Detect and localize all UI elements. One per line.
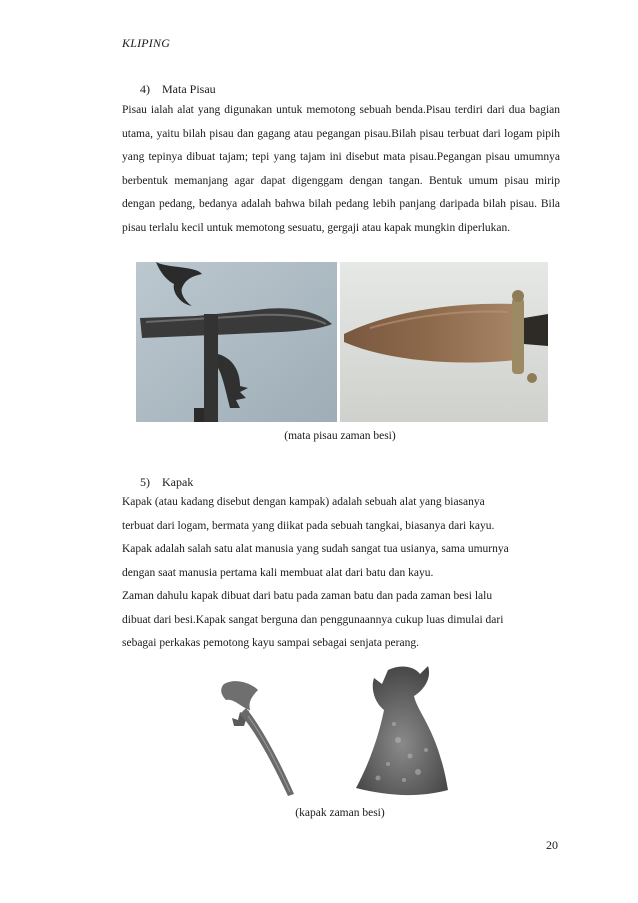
paragraph-line: dibuat dari besi.Kapak sangat berguna dan penggunaannya cukup luas dimulai dari — [122, 613, 504, 626]
section-number: 5) — [140, 475, 150, 489]
photo-iron-knife-right — [340, 262, 548, 422]
paragraph-line: Zaman dahulu kapak dibuat dari batu pada zaman batu dan pada zaman besi lalu — [122, 590, 493, 602]
photo-iron-knife-left — [136, 262, 337, 422]
document-header: KLIPING — [122, 36, 171, 50]
section-title: Kapak — [162, 475, 194, 489]
caption-kapak: (kapak zaman besi) — [295, 807, 385, 819]
photo-iron-axe-left — [206, 668, 316, 798]
section-heading-mata-pisau — [140, 82, 216, 97]
section-title: Mata Pisau — [162, 82, 216, 96]
paragraph-line: dengan saat manusia pertama kali membuat alat dari batu dan kayu. — [122, 566, 434, 579]
photo-iron-axe-right — [348, 660, 456, 800]
section-number: 4) — [140, 82, 150, 96]
section-heading-kapak — [140, 475, 193, 490]
caption-mata-pisau: (mata pisau zaman besi) — [284, 430, 396, 442]
paragraph-line: terbuat dari logam, bermata yang diikat pada sebuah tangkai, biasanya dari kayu. — [122, 519, 495, 532]
kapak-paragraph — [122, 491, 560, 656]
paragraph-line: Kapak adalah salah satu alat manusia yang sudah sangat tua usianya, sama umurnya — [122, 543, 509, 555]
page-number: 20 — [546, 838, 558, 852]
paragraph-line: sebagai perkakas pemotong kayu sampai sebagai senjata perang. — [122, 637, 419, 649]
mata-pisau-paragraph: Pisau ialah alat yang digunakan untuk memotong sebuah benda.Pisau terdiri dari dua bagian utama, yaitu bilah pisau dan gagang atau pegangan pisau.Bilah pisau terbuat dari logam pipih yang tepinya dibuat tajam; tepi yang tajam ini disebut mata pisau.Pegangan pisau umumnya berbentuk memanjang agar dapat digenggam dengan tangan. Bentuk umum pisau mirip dengan pedang, bedanya adalah bahwa bilah pedang lebih panjang daripada bilah pisau. Bila pisau terlalu kecil untuk memotong sesuatu, gergaji atau kapak mungkin diperlukan. — [122, 104, 560, 234]
paragraph-line: Kapak (atau kadang disebut dengan kampak) adalah sebuah alat yang biasanya — [122, 496, 485, 508]
